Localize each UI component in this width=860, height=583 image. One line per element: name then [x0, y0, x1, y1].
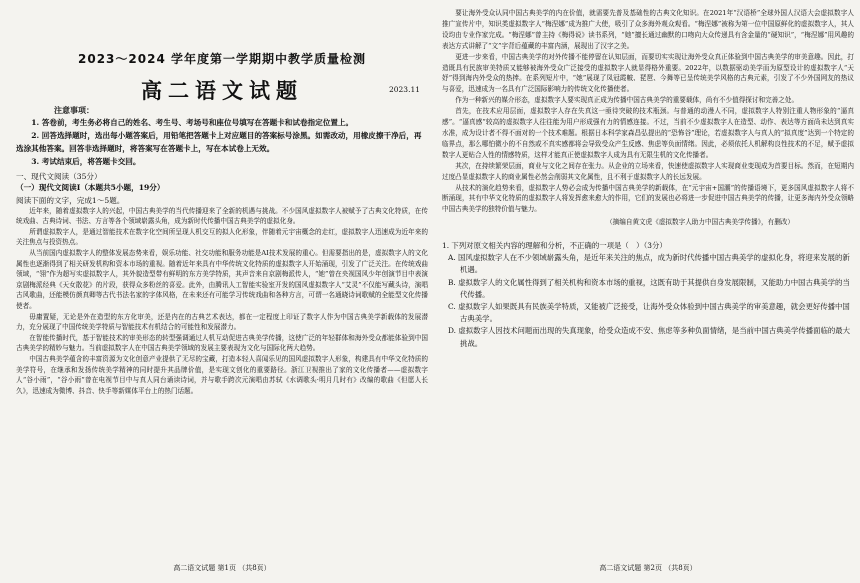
option-a: A. 国风虚拟数字人在不少领域崭露头角，是近年来关注的焦点，成为新时代传播中国古典美学的虚拟化身，将迎来发展的新机遇。: [448, 253, 850, 275]
passage-paragraph: 近年来，随着虚拟数字人的兴起，中国古典美学的当代传播迎来了全新的机遇与挑战。不少国风虚拟数字人被赋予了古典文化特质，在传统戏曲、古典诗词、书法、方言等各个领域崭露头角，成为新时代传播中国古典美学的虚拟化身。: [16, 206, 428, 226]
reading-instruction: 阅读下面的文字，完成1～5题。: [16, 195, 125, 205]
passage-paragraph: 从当前国内虚拟数字人的整体发展态势来看，娱乐功能、社交功能和服务功能是AI技术发展的重心。但需要指出的是，虚拟数字人的文化属性也逐渐得到了相关研发机构和资本市场的重视。随着近年来具有中华传统文化特质的虚拟数字人开始涌现，引发了广泛关注。在传统戏曲领域，“翎”作为超写实虚拟数字人，其外貌造型带有鲜明的东方美学特质，其声音来自京剧梅派传人，“她”曾在央视国风少年创演节目中表演京剧梅派经典《天女散花》的片段，获得众多粉丝的喜爱。此外，由腾讯人工智能实验室开发的国风虚拟数字人“艾灵”不仅能写藏头诗，演唱古风歌曲，还能模仿颜真卿等古代书法名家的字体风格，在未来还有可能学习传统戏曲和各种方言，可谓一名通晓诗词歌赋的全能型文化传播使者。: [16, 249, 428, 310]
page-footer: 高二语文试题 第1页 （共8页）: [173, 564, 271, 572]
exam-header: 2023～2024 学年度第一学期期中教学质量检测: [78, 52, 366, 66]
page-footer: 高二语文试题 第2页 （共8页）: [599, 564, 697, 572]
section-heading: 一、现代文阅读（35分）: [16, 171, 102, 181]
passage-paragraph: 要让海外受众认同中国古典美学的内在价值，就需要先普及基础性的古典文化知识。在2021年“汉语桥”全球外国人汉语大会虚拟数字人推广宣传片中，知识类虚拟数字人“梅涅娜”成为推广大使，吸引了众多海外观众观看。“梅涅娜”被称为第一位中国原鲜化的虚拟数字人，其人设均由专业作家完成。“梅涅娜”曾主持《梅得说》读书系列，“她”擅长通过幽默的口吻向大众传递具有含金量的“硬知识”，“梅涅娜”用风趣的表达方式讲解了“文”字背后蕴藏的丰富内涵，展现出了汉字之美。: [442, 9, 854, 50]
passage-paragraph: 其次，在持续繁荣层面，商业与文化之间存在张力。从企业的立场来看，快速使虚拟数字人实现商业变现成为首要目标。然而，在短期内过度凸显虚拟数字人的商业属性必然会削弱其文化属性，且不利于虚拟数字人的长远发展。: [442, 161, 854, 181]
notice-item: 2. 回答选择题时，选出每小题答案后，用铅笔把答题卡上对应题目的答案标号涂黑。如需改动，用橡皮擦干净后，再选涂其他答案。回答非选择题时，将答案写在答题卡上，写在本试卷上无效。: [16, 131, 422, 153]
passage-paragraph: 中国古典美学蕴含的丰富资源为文化创意产业提供了无尽的宝藏，打造本轻人喜闻乐见的国风虚拟数字人形象，构建具有中华文化特质的美学符号，在继承和发扬传统美学精神的同时提升其品牌价值，是实现文创化的重要路径。浙江卫视推出了家的文化传播者——虚拟数字人“谷小雨”，“谷小雨”曾在电视节目中与真人同台诵读诗词，并与歌手跨次元演唱由苏轼《水调歌头·明月几时有》改编的歌曲《但愿人长久》，迅速成为微博、抖音、快手等新媒体平台上的热门话题。: [16, 354, 428, 395]
passage-paragraph: 更进一步来看，中国古典美学的对外传播不能停留在认知层面，而要切实实现让海外受众真正体验到中国古典美学的审美意趣。因此，打造既具有民族审美特质又能够被海外受众广泛接受的虚拟数字人就显得格外重要。2022年，以数据驱动美学而为原型设计的虚拟数字人“天妤”得到海内外受众的热捧。在系列短片中，“她”展现了凤冠霞帔、琵琶、今舞等已呈传统美学风格的古典元素，引发了不少外国网友的热议与喜爱，迅速成为一名具有广泛国际影响力的传统文化传播使者。: [442, 52, 854, 94]
notice-heading: 注意事项：: [54, 105, 94, 115]
page-1: [16, 8, 428, 575]
title-row: [16, 75, 428, 101]
passage-paragraph: 作为一种新兴的媒介形态，虚拟数字人要实现真正成为传播中国古典美学的重要载体，尚有不少值得探讨和完善之处。: [455, 96, 799, 105]
passage-paragraph: 首先，在技术应用层面，虚拟数字人存在失真这一亟待突破的技术瓶颈。与普通的动漫人不同，虚拟数字人特别注重人物形象的“逼真感”。“逼真感”较高的虚拟数字人往往能为用户形成强有力的情感连接。不过，当前不少虚拟数字人在造型、动作、表达等方面尚未达到真实水准，成为设计者不得不面对的一个技术难题。根据日本科学家森昌弘提出的“恐怖谷”理论，若虚拟数字人与真人的“拟真度”达到一个特定的临界点，那么哪怕微小的不自然或不真实感都将会导致受众产生反感、焦虑等负面情绪。因此，必须依托人机解构良性技术的不足，赋予虚拟数字人更贴合人性的情感特质，这样才能真正使虚拟数字人成为具有无限生机的文化传播者。: [442, 107, 854, 159]
notice-item: 1. 答卷前，考生务必将自己的姓名、考生号、考场号和座位号填写在答题卡和试卷指定位置上。: [31, 118, 354, 127]
subsection-heading: （一）现代文阅读Ⅰ（本题共5小题，19分）: [16, 182, 165, 192]
option-c: C. 虚拟数字人如果既具有民族美学特质，又能被广泛接受，让海外受众体验到中国古典美学的审美意趣，就会更好传播中国古典美学。: [448, 302, 850, 324]
option-b: B. 虚拟数字人的文化属性得到了相关机构和资本市场的重视，这既有助于其提供自身发展限制，又能助力中国古典美学的当代传播。: [448, 277, 850, 299]
notice-item: 3. 考试结束后，将答题卡交回。: [31, 157, 141, 167]
passage-paragraph: 从技术的演化趋势来看，虚拟数字人势必会成为传播中国古典美学的新载体，在“元宇宙+国潮”的传播语境下，更多国风虚拟数字人将不断涌现，其有中华文化特质的虚拟数字人将发挥愈来愈大的作用，它们的发展也必将进一步促进中国古典美学的传播，让更多海内外受众领略中国古典美学的独特价值与魅力。: [442, 183, 854, 214]
passage-paragraph: 所谓虚拟数字人，是通过智能技术在数字化空间所呈现人机交互的拟人化形象，伴随着元宇宙概念的走红，虚拟数字人迅速成为近年来的关注焦点与投资热点。: [16, 227, 428, 247]
exam-title: 高二语文试题: [141, 79, 303, 103]
question-1: 1. 下列对原文相关内容的理解和分析，不正确的一项是（ ）（3分）: [442, 241, 667, 251]
option-d: D. 虚拟数字人因技术问题而出现的失真现象，给受众造成不安、焦虑等多种负面情绪，是当前中国古典美学传播面临的最大挑战。: [448, 326, 851, 348]
page-2: [442, 8, 854, 575]
passage-paragraph: 毋庸置疑，无论是外在造型的东方化审美，还是内在的古典艺术表达，都在一定程度上印证了数字人作为中国古典美学新载体的发展潜力，充分展现了中国传统美学特质与智能技术有机结合的可能性和发展潜力。: [16, 312, 428, 332]
passage-paragraph: 在智能传播时代，基于智能技术的审美形态的转型强调通过人机互动促进古典美学传播，这使广泛的年轻群体和海外受众都能体验到中国古典美学的精妙与魅力。当前虚拟数字人在中国古典美学领域的发展主要表现为文化与国际化两大趋势。: [16, 333, 428, 353]
source-citation: （摘编自黄文虎《虚拟数字人助力中国古典美学传播》，有删改）: [606, 218, 794, 227]
exam-date: 2023.11: [388, 85, 420, 94]
